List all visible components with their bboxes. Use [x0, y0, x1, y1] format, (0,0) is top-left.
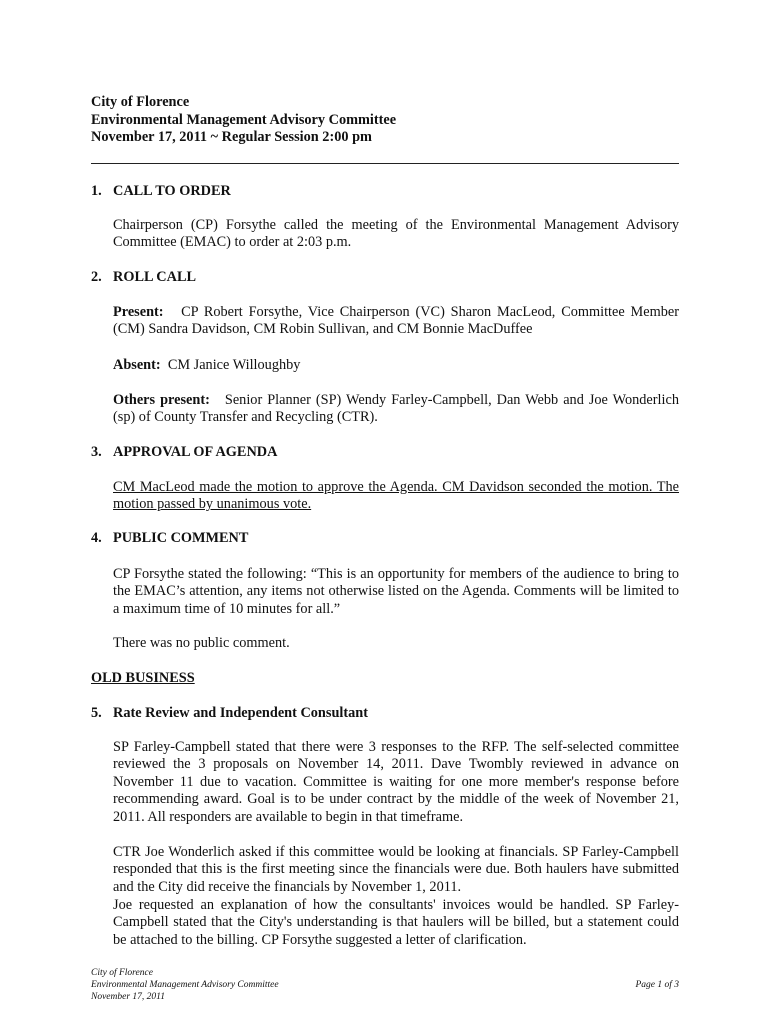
section-title: Rate Review and Independent Consultant	[113, 705, 368, 721]
section-2-heading	[91, 269, 679, 286]
present-label: Present:	[113, 304, 164, 320]
section-number: 4.	[91, 530, 102, 546]
absent-names: CM Janice Willoughby	[167, 357, 301, 373]
agenda-motion-text: CM MacLeod made the motion to approve the Agenda. CM Davidson seconded the motion. The motion passed by unanimous vote.	[113, 479, 679, 513]
others-names: Senior Planner (SP) Wendy Farley-Campbell, Dan Webb and Joe Wonderlich (sp) of County Transfer and Recycling (CTR).	[113, 392, 679, 426]
others-label: Others present:	[113, 392, 210, 408]
section-number: 5.	[91, 705, 102, 721]
header-divider	[91, 163, 679, 164]
header-session: November 17, 2011 ~ Regular Session 2:00 pm	[91, 129, 372, 146]
old-business-heading: OLD BUSINESS	[91, 670, 195, 686]
header-committee: Environmental Management Advisory Committee	[91, 111, 397, 128]
rate-review-paragraph-2: CTR Joe Wonderlich asked if this committee would be looking at financials. SP Farley-Campbell responded that this is the first meeting since the financials were due. Both haulers have submitted and the City did receive the financials by November 1, 2011.	[113, 844, 679, 895]
header-city: City of Florence	[91, 94, 190, 110]
section-title: CALL TO ORDER	[113, 183, 231, 199]
page-footer	[91, 967, 279, 1004]
section-title: PUBLIC COMMENT	[113, 530, 249, 546]
section-4-heading	[91, 530, 679, 547]
section-1-text: Chairperson (CP) Forsythe called the meeting of the Environmental Management Advisory Committee (EMAC) to order at 2:03 p.m.	[113, 217, 679, 251]
page-number: Page 1 of 3	[635, 980, 679, 990]
section-5-heading	[91, 705, 679, 722]
document-header	[91, 94, 396, 147]
rate-review-paragraph-1: SP Farley-Campbell stated that there were 3 responses to the RFP. The self-selected committee reviewed the 3 proposals on November 14, 2011. Dave Twombly reviewed in advance on November 11 due to vacation. Committee is waiting for one more member's response before recommending award. Goal is to be under contract by the middle of the week of November 21, 2011. All responders are available to begin in that timeframe.	[113, 739, 679, 825]
roll-call-absent	[113, 357, 679, 374]
section-3-heading	[91, 444, 679, 461]
roll-call-present	[113, 304, 679, 339]
section-1-heading	[91, 183, 679, 200]
section-title: APPROVAL OF AGENDA	[113, 444, 278, 460]
public-comment-statement: CP Forsythe stated the following: “This is an opportunity for members of the audience to bring to the EMAC’s attention, any items not otherwise listed on the Agenda. Comments will be limited to a maximum time of 10 minutes for all.”	[113, 566, 679, 617]
section-title: ROLL CALL	[113, 269, 197, 285]
public-comment-none: There was no public comment.	[113, 635, 290, 651]
footer-date: November 17, 2011	[91, 992, 165, 1003]
section-number: 1.	[91, 183, 102, 199]
present-names: CP Robert Forsythe, Vice Chairperson (VC) Sharon MacLeod, Committee Member (CM) Sandra Davidson, CM Robin Sullivan, and CM Bonnie MacDuffee	[113, 304, 679, 338]
footer-city: City of Florence	[91, 968, 153, 978]
roll-call-others	[113, 392, 679, 427]
absent-label: Absent:	[113, 357, 161, 373]
footer-committee: Environmental Management Advisory Committee	[91, 980, 279, 991]
rate-review-paragraph-3: Joe requested an explanation of how the consultants' invoices would be handled. SP Farley-Campbell stated that the City's understanding is that haulers will be billed, but a statement could be attached to the billing. CP Forsythe suggested a letter of clarification.	[113, 897, 679, 948]
section-number: 2.	[91, 269, 102, 285]
section-number: 3.	[91, 444, 102, 460]
